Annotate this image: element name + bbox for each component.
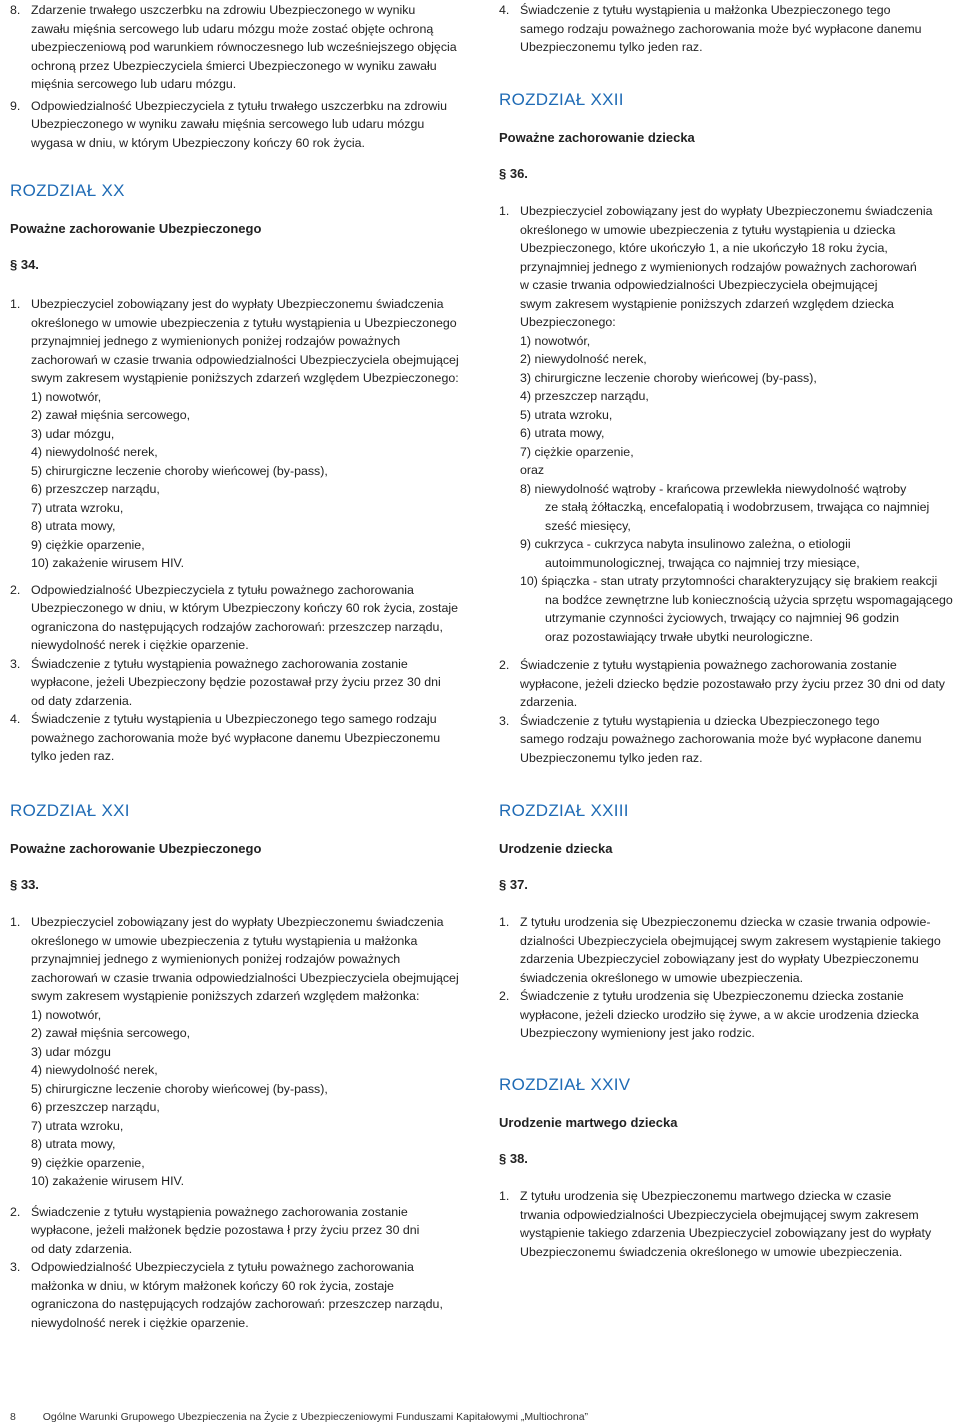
chapter-subtitle: Urodzenie martwego dziecka [499,1114,678,1130]
chapter-title: ROZDZIAŁ XXI [10,801,130,820]
list-item: 10) zakażenie wirusem HIV. [31,1174,185,1188]
list-item: 2. Świadczenie z tytułu urodzenia się Ubezpieczonemu dziecka zostanie wypłacone, jeżeli dziecko urodziło się żywe, a w akcie urodzenia dziecka Ubezpieczony wymieniony jest jako rodzic. [499,989,919,1040]
chapter-xxii [499,91,960,184]
list-item: 2) zawał mięśnia sercowego, [31,408,191,422]
list-item: 3. Świadczenie z tytułu wystąpienia u dziecka Ubezpieczonego tego samego rodzaju poważnego zachorowania może być wypłacone danemu Ubezpieczonemu tylko jeden raz. [499,713,922,765]
list-item: 3. Świadczenie z tytułu wystąpienia poważnego zachorowania zostanie wypłacone, jeżeli Ubezpieczony będzie pozostawał przy życiu przez 30 dni od daty zdarzenia. [10,656,441,708]
page-footer [10,1408,588,1427]
list-item: 1. Z tytułu urodzenia się Ubezpieczonemu martwego dziecka w czasie trwania odpowiedzialności Ubezpieczyciela obejmującej swym zakresem wystąpienie takiego zdarzenia Ubezpieczyciel zobowiązany jest do wypłaty Ubezpieczonemu świadczenia określonego w umowie ubezpieczenia. [499,1189,932,1259]
list-item: 1) nowotwór, [31,389,102,404]
chapter-subtitle: Urodzenie dziecka [499,840,613,856]
chapter-title: ROZDZIAŁ XXII [499,90,624,109]
conjunction-text: oraz [520,463,545,477]
list-item: 7) utrata wzroku, [31,500,124,515]
list-item: 8) utrata mowy, [31,1137,116,1151]
list-item: 1. Z tytułu urodzenia się Ubezpieczonemu dziecka w czasie trwania odpowie- dzialności Ubezpieczyciela obejmującej swym zakresem wystąpienie takiego zdarzenia Ubezpieczyciel zobowiązany jest do wypłaty Ubezpieczonemu świadczenia określonego w umowie ubezpieczenia. [499,915,941,985]
list-item: 2. Świadczenie z tytułu wystąpienia poważnego zachorowania zostanie wypłacone, jeżeli małżonek będzie pozostawa ł przy życiu przez 30 dni od daty zdarzenia. [10,1204,420,1256]
chapter-subtitle: Poważne zachorowanie Ubezpieczonego [10,220,262,236]
list-item: 4. Świadczenie z tytułu wystąpienia u małżonka Ubezpieczonego tego samego rodzaju poważnego zachorowania może być wypłacone danemu Ubezpieczonemu tylko jeden raz. [499,3,922,54]
list-item: 1) nowotwór, [520,333,591,348]
list-item: 4. Świadczenie z tytułu wystąpienia u Ubezpieczonego tego samego rodzaju poważnego zachorowania może być wypłacone danemu Ubezpieczonemu tylko jeden raz. [10,712,441,763]
section-number: § 37. [499,877,528,892]
list-item: 4) niewydolność nerek, [31,445,158,459]
list-item: 1) nowotwór, [31,1007,102,1022]
list-item: 5) utrata wzroku, [520,407,613,422]
chapter-xxiv-body [499,1187,960,1261]
chapter-xx [10,182,465,275]
list-item: 1. Ubezpieczyciel zobowiązany jest do wypłaty Ubezpieczonemu świadczenia określonego w umowie ubezpieczenia z tytułu wystąpienia u małżonka przynajmniej jednego z wymienionych poniżej rodzajów poważnych zachorowań w czasie trwania odpowiedzialności Ubezpieczyciela obejmującej swym zakresem wystąpienie poniższych zdarzeń względem małżonka: [10,915,459,1003]
list-item: 4) niewydolność nerek, [31,1063,158,1077]
pre-items-left [10,1,465,152]
list-item: 2. Odpowiedzialność Ubezpieczyciela z tytułu poważnego zachorowania Ubezpieczonego w dniu, w którym Ubezpieczony kończy 60 rok życia, zostaje ograniczona do następujących rodzajów zachorowań: przeszczep narządu, niewydolność nerek i ciężkie oparzenie. [10,582,458,652]
list-item: 5) chirurgiczne leczenie choroby wieńcowej (by-pass), [31,463,328,478]
chapter-title: ROZDZIAŁ XX [10,181,125,200]
list-item: 9) ciężkie oparzenie, [31,537,145,552]
chapter-xxii-body [499,202,960,767]
chapter-xxi-body [10,913,465,1332]
chapter-xxi [10,802,465,895]
list-item: 3) udar mózgu [31,1044,111,1059]
section-number: § 33. [10,877,39,892]
list-item: 3. Odpowiedzialność Ubezpieczyciela z tytułu poważnego zachorowania małżonka w dniu, w którym małżonek kończy 60 rok życia, zostaje ograniczona do następujących rodzajów zachorowań: przeszczep narządu, niewydolność nerek i ciężkie oparzenie. [10,1260,443,1330]
chapter-xxiii-body [499,913,960,1043]
section-number: § 38. [499,1151,528,1166]
chapter-subtitle: Poważne zachorowanie Ubezpieczonego [10,840,262,856]
list-item: 9) cukrzyca - cukrzyca nabyta insulinowo zależna, o etiologii autoimmunologicznej, trwająca co najmniej trzy miesiące, [520,537,860,570]
list-item: 3) udar mózgu, [31,426,115,441]
list-item: 1. Ubezpieczyciel zobowiązany jest do wypłaty Ubezpieczonemu świadczenia określonego w umowie ubezpieczenia z tytułu wystąpienia u Ubezpieczonego przynajmniej jednego z wymienionych poniżej rodzajów poważnych zachorowań w czasie trwania odpowiedzialności Ubezpieczyciela obejmującej swym zakresem wystąpienie poniższych zdarzeń względem Ubezpieczonego: [10,297,459,385]
pre-items-right [499,1,960,57]
list-item: 2) niewydolność nerek, [520,352,647,366]
disease-list [10,1006,465,1191]
list-item: 7) utrata wzroku, [31,1118,124,1133]
list-item: 9. Odpowiedzialność Ubezpieczyciela z tytułu trwałego uszczerbku na zdrowiu Ubezpieczonego w wyniku zawału mięśnia sercowego lub udaru mózgu wygasa w dniu, w którym Ubezpieczony kończy 60 rok życia. [10,98,447,150]
chapter-subtitle: Poważne zachorowanie dziecka [499,129,695,145]
list-item: 3) chirurgiczne leczenie choroby wieńcowej (by-pass), [520,370,817,385]
chapter-title: ROZDZIAŁ XXIII [499,801,629,820]
list-item: 8) niewydolność wątroby - krańcowa przewlekła niewydolność wątroby ze stałą żółtaczką, encefalopatią i wodobrzusem, trwająca co najmniej sześć miesięcy, [520,481,930,533]
list-item: 6) przeszczep narządu, [31,1100,160,1114]
section-number: § 34. [10,257,39,272]
list-item: 4) przeszczep narządu, [520,389,649,403]
list-item: 6) utrata mowy, [520,426,605,440]
list-item: 10) zakażenie wirusem HIV. [31,556,185,570]
disease-list [10,388,465,573]
chapter-xx-body [10,295,465,766]
chapter-title: ROZDZIAŁ XXIV [499,1075,631,1094]
disease-list [499,332,960,647]
list-item: 10) śpiączka - stan utraty przytomności charakteryzujący się brakiem reakcji na bodźce zewnętrzne lub koniecznością użycia sprzętu wspomagającego utrzymanie czynności życiowych, trwający co najmniej 96 godzin oraz pozostawiający trwałe ubytki neurologiczne. [520,574,953,644]
list-item: 6) przeszczep narządu, [31,482,160,496]
section-number: § 36. [499,166,528,181]
list-item: 9) ciężkie oparzenie, [31,1155,145,1170]
list-item: 2. Świadczenie z tytułu wystąpienia poważnego zachorowania zostanie wypłacone, jeżeli dziecko będzie pozostawało przy życiu przez 30 dni od daty zdarzenia. [499,658,945,709]
list-item: 1. Ubezpieczyciel zobowiązany jest do wypłaty Ubezpieczonemu świadczenia określonego w umowie ubezpieczenia z tytułu wystąpienia u dziecka Ubezpieczonego, które ukończyło 1, a nie ukończyło 18 roku życia, przynajmniej jednego z wymienionych rodzajów poważnych zachorowań w czasie trwania odpowiedzialności Ubezpieczyciela obejmującej swym zakresem wystąpienie poniższych zdarzeń względem dziecka Ubezpieczonego: [499,204,933,329]
page-number: 8 [10,1411,16,1423]
chapter-xxiii [499,802,960,895]
list-item: 5) chirurgiczne leczenie choroby wieńcowej (by-pass), [31,1081,328,1096]
list-item: 7) ciężkie oparzenie, [520,444,634,459]
list-item: 2) zawał mięśnia sercowego, [31,1026,191,1040]
list-item: 8) utrata mowy, [31,519,116,533]
list-item: 8. Zdarzenie trwałego uszczerbku na zdrowiu Ubezpieczonego w wyniku zawału mięśnia sercowego lub udaru mózgu może zostać objęte ochroną ubezpieczeniową pod warunkiem równoczesnego lub wcześniejszego objęcia ochroną przez Ubezpieczyciela śmierci Ubezpieczonego w wyniku zawału mięśnia sercowego lub udaru mózgu. [10,3,457,91]
chapter-xxiv [499,1076,960,1169]
footer-title: Ogólne Warunki Grupowego Ubezpieczenia na Życie z Ubezpieczeniowymi Funduszami Kapitałowymi „Multiochrona” [42,1411,589,1423]
